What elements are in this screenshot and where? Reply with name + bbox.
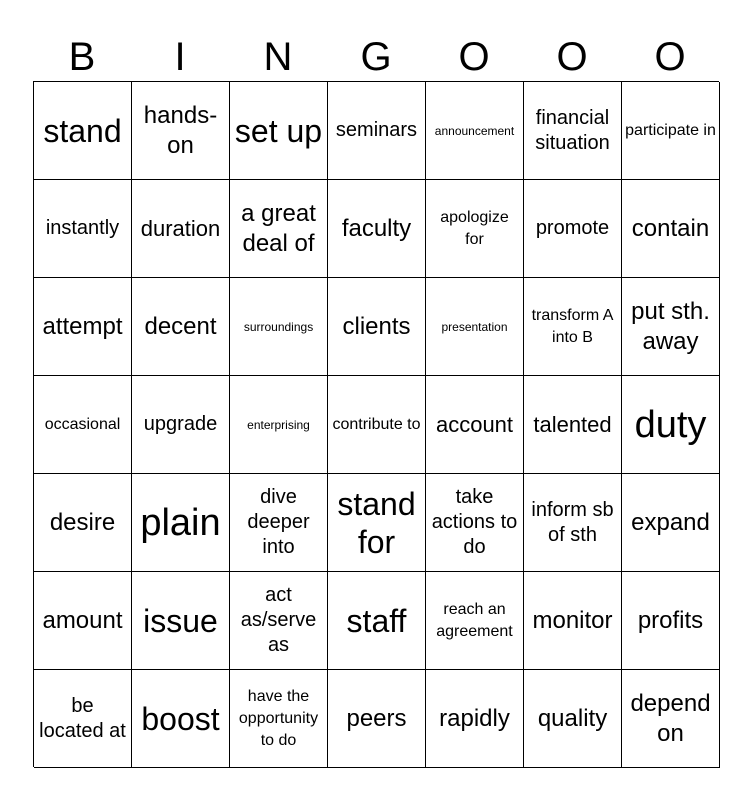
bingo-cell-text: faculty <box>341 214 412 242</box>
bingo-cell-text: decent <box>144 312 217 340</box>
bingo-cell-text: issue <box>143 602 218 639</box>
bingo-cell[interactable] <box>328 474 426 572</box>
bingo-cell-text: enterprising <box>247 417 310 432</box>
header-letter-n: N <box>263 35 293 79</box>
bingo-cell[interactable] <box>328 572 426 670</box>
bingo-cell-text: attempt <box>42 312 123 340</box>
bingo-cell[interactable] <box>622 180 720 278</box>
bingo-cell[interactable] <box>426 278 524 376</box>
bingo-cell-text: have the opportunity to do <box>238 687 319 749</box>
bingo-cell[interactable] <box>34 278 132 376</box>
bingo-cell-text: occasional <box>44 415 121 433</box>
header-letter-o-2: O <box>556 35 588 79</box>
bingo-cell-text: surroundings <box>243 319 314 334</box>
bingo-cell[interactable] <box>426 474 524 572</box>
bingo-cell-text: put sth. away <box>631 297 710 355</box>
bingo-cell-text: participate in <box>625 121 716 139</box>
bingo-cell-text: staff <box>346 602 407 639</box>
bingo-header <box>33 34 719 80</box>
header-letter-g: G <box>360 35 392 79</box>
bingo-cell-text: hands-on <box>143 101 218 159</box>
bingo-cell[interactable] <box>524 670 622 768</box>
bingo-cell[interactable] <box>622 82 720 180</box>
bingo-cell[interactable] <box>34 670 132 768</box>
bingo-cell-text: boost <box>141 700 220 737</box>
bingo-cell-text: rapidly <box>439 704 510 732</box>
bingo-cell[interactable] <box>426 376 524 474</box>
bingo-cell-text: clients <box>342 312 411 340</box>
bingo-cell[interactable] <box>132 180 230 278</box>
bingo-cell-text: duration <box>140 216 221 241</box>
bingo-cell[interactable] <box>328 670 426 768</box>
bingo-cell-text: announcement <box>434 123 515 138</box>
bingo-cell[interactable] <box>34 376 132 474</box>
bingo-cell-text: amount <box>42 606 123 634</box>
bingo-cell[interactable] <box>622 572 720 670</box>
bingo-cell[interactable] <box>132 82 230 180</box>
bingo-cell[interactable] <box>132 572 230 670</box>
bingo-cell[interactable] <box>328 278 426 376</box>
bingo-cell[interactable] <box>524 278 622 376</box>
bingo-cell[interactable] <box>622 278 720 376</box>
bingo-cell[interactable] <box>34 474 132 572</box>
bingo-cell-text: take actions to do <box>431 486 518 558</box>
bingo-cell[interactable] <box>230 670 328 768</box>
bingo-cell[interactable] <box>34 82 132 180</box>
bingo-cell-text: set up <box>234 112 323 149</box>
bingo-cell-text: quality <box>537 704 608 732</box>
bingo-cell[interactable] <box>34 572 132 670</box>
bingo-cell[interactable] <box>524 82 622 180</box>
bingo-cell-text: act as/serve as <box>240 584 317 656</box>
bingo-cell-text: inform sb of sth <box>531 498 614 546</box>
bingo-cell-text: apologize for <box>440 208 509 248</box>
bingo-cell[interactable] <box>230 376 328 474</box>
bingo-cell-text: expand <box>631 508 710 536</box>
bingo-cell-text: desire <box>49 508 116 536</box>
bingo-cell[interactable] <box>328 376 426 474</box>
bingo-cell-text: presentation <box>441 319 508 334</box>
bingo-cell[interactable] <box>230 572 328 670</box>
bingo-cell[interactable] <box>622 376 720 474</box>
bingo-cell-text: promote <box>535 217 610 239</box>
bingo-cell-text: peers <box>346 704 407 732</box>
header-letter-o-1: O <box>458 35 490 79</box>
bingo-cell-text: monitor <box>532 606 613 634</box>
bingo-cell-text: contribute to <box>332 415 421 433</box>
bingo-cell[interactable] <box>524 180 622 278</box>
bingo-cell-text: transform A into B <box>531 306 614 346</box>
bingo-cell-text: instantly <box>45 217 120 239</box>
bingo-cell[interactable] <box>524 376 622 474</box>
bingo-cell[interactable] <box>524 474 622 572</box>
bingo-cell-text: seminars <box>335 119 418 141</box>
bingo-cell[interactable] <box>524 572 622 670</box>
bingo-cell[interactable] <box>132 376 230 474</box>
bingo-grid <box>33 81 719 767</box>
bingo-cell[interactable] <box>230 474 328 572</box>
bingo-cell-text: account <box>435 412 514 437</box>
header-letter-i: I <box>174 35 186 79</box>
header-letter-b: B <box>68 35 96 79</box>
bingo-cell[interactable] <box>132 474 230 572</box>
bingo-cell-text: stand <box>43 112 122 149</box>
bingo-cell-text: be located at <box>39 694 126 742</box>
bingo-cell[interactable] <box>426 670 524 768</box>
bingo-cell-text: upgrade <box>143 413 218 435</box>
bingo-cell-text: reach an agreement <box>436 600 513 640</box>
bingo-cell-text: stand for <box>337 485 416 560</box>
bingo-cell-text: duty <box>634 403 707 446</box>
bingo-cell[interactable] <box>328 180 426 278</box>
bingo-cell[interactable] <box>426 572 524 670</box>
bingo-cell-text: a great deal of <box>241 199 316 257</box>
bingo-cell[interactable] <box>230 278 328 376</box>
bingo-cell-text: talented <box>533 412 612 437</box>
bingo-cell-text: plain <box>140 501 221 544</box>
bingo-cell-text: depend on <box>630 689 711 747</box>
bingo-cell[interactable] <box>132 670 230 768</box>
bingo-cell[interactable] <box>426 82 524 180</box>
bingo-cell[interactable] <box>426 180 524 278</box>
header-letter-o-3: O <box>654 35 686 79</box>
bingo-cell[interactable] <box>230 82 328 180</box>
bingo-cell-text: contain <box>631 214 710 242</box>
bingo-cell-text: dive deeper into <box>247 486 310 558</box>
bingo-cell[interactable] <box>34 180 132 278</box>
bingo-cell[interactable] <box>622 474 720 572</box>
bingo-cell[interactable] <box>230 180 328 278</box>
bingo-cell[interactable] <box>132 278 230 376</box>
bingo-cell[interactable] <box>622 670 720 768</box>
bingo-cell-text: profits <box>637 606 704 634</box>
bingo-cell-text: financial situation <box>535 106 610 154</box>
bingo-cell[interactable] <box>328 82 426 180</box>
